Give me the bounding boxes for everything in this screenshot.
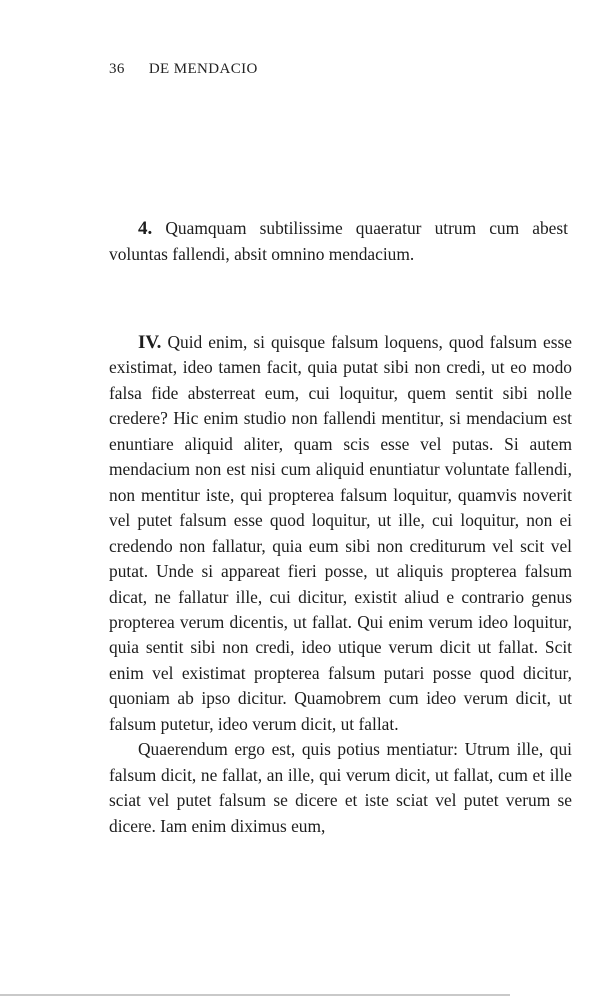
chapter-number: IV. [138,332,162,353]
running-head [109,61,258,78]
chapter-4 [109,330,572,839]
section-4-paragraph [109,216,568,267]
scan-edge-divider [0,994,510,996]
section-4 [109,216,568,267]
chapter-4-paragraph-1 [109,330,572,737]
section-number: 4. [138,218,153,239]
section-4-text: Quamquam subtilissime quaeratur utrum cum abest voluntas fallendi, absit omnino mendacium. [109,218,568,264]
chapter-4-paragraph-2 [109,737,572,839]
chapter-4-paragraph-2-text: Quaerendum ergo est, quis potius mentiatur: Utrum ille, qui falsum dicit, ne fallat, an ille, qui verum dicit, ut fallat, cum et ille sciat vel putet falsum se dicere et iste sciat vel putet verum se dicere. Iam enim diximus eum, [109,739,572,836]
chapter-4-paragraph-1-text: Quid enim, si quisque falsum loquens, quod falsum esse existimat, ideo tamen facit, quia putat sibi non credi, ut eo modo falsa fide absterreat eum, cui loquitur, quem sentit sibi nolle credere? Hic enim studio non fallendi mentitur, si mendacium est enuntiare aliquid aliter, quam scis esse vel putas. Si autem mendacium non est nisi cum aliquid enuntiatur voluntate fallendi, non mentitur iste, qui propterea falsum loquitur, quamvis noverit vel putet falsum esse quod loquitur, ut ille, cui loquitur, non ei credendo non fallatur, quia eum sibi non crediturum vel scit vel putat. Unde si appareat fieri posse, ut aliquis propterea falsum dicat, ne fallatur ille, cui dicitur, existit aliud e contrario genus propterea verum dicentis, ut fallat. Qui enim verum ideo loquitur, quia sentit sibi non credi, ideo utique verum dicit ut fallat. Scit enim vel existimat propterea falsum putari posse quod dicitur, quoniam ab ipso dicitur. Quamobrem cum ideo verum dicit, ut falsum putetur, ideo verum dicit, ut fallat. [109,332,572,734]
page-number: 36 [109,61,125,77]
running-title: DE MENDACIO [148,61,258,77]
